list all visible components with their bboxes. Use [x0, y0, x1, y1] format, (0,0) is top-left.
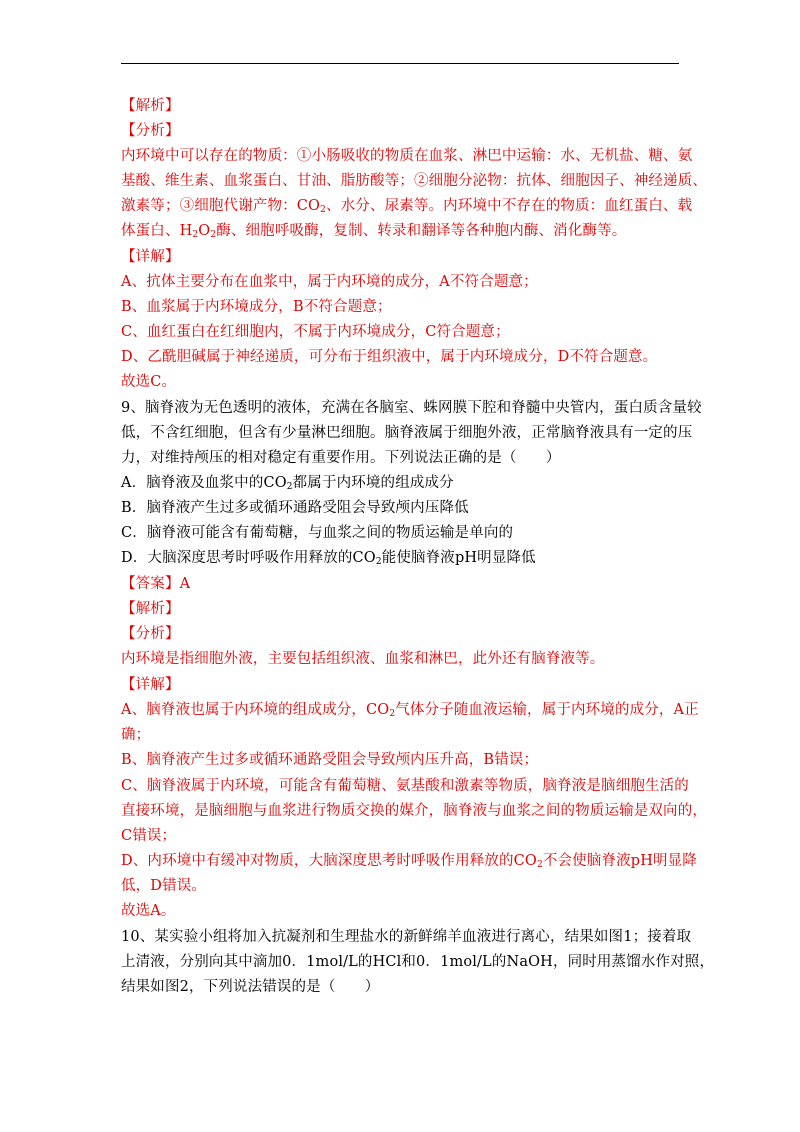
q9-stem-line-1: 9、脑脊液为无色透明的液体，充满在各脑室、蛛网膜下腔和脊髓中央管内，蛋白质含量较 [121, 400, 702, 416]
q9-stem-line-2: 低，不含红细胞，但含有少量淋巴细胞。脑脊液属于细胞外液，正常脑脊液具有一定的压 [121, 425, 693, 441]
q9-heading-fenxi: 【分析】 [121, 626, 180, 642]
conclusion: 故选C。 [121, 374, 177, 390]
q9-stem-line-3: 力，对维持颅压的相对稳定有重要作用。下列说法正确的是（ ） [121, 450, 561, 466]
q10-stem-line-1: 10、某实验小组将加入抗凝剂和生理盐水的新鲜绵羊血液进行离心，结果如图1；接着取 [121, 929, 692, 945]
q9-detail-c-3: C错误； [121, 828, 177, 844]
heading-fenxi: 【分析】 [121, 123, 180, 139]
q9-analysis: 内环境是指细胞外液，主要包括组织液、血浆和淋巴，此外还有脑脊液等。 [121, 651, 605, 667]
heading-jiexi: 【解析】 [121, 98, 180, 114]
detail-a: A、抗体主要分布在血浆中，属于内环境的成分，A不符合题意； [121, 274, 538, 290]
q9-detail-b: B、脑脊液产生过多或循环通路受阻会导致颅内压升高，B错误； [121, 752, 539, 768]
detail-d: D、乙酰胆碱属于神经递质，可分布于组织液中，属于内环境成分，D不符合题意。 [121, 349, 658, 365]
analysis-line-1: 内环境中可以存在的物质：①小肠吸收的物质在血浆、淋巴中运输：水、无机盐、糖、氨 [121, 148, 693, 164]
q9-detail-a-1: A、脑脊液也属于内环境的组成成分，$CO_2$气体分子随血液运输，属于内环境的成分，A正 [121, 702, 699, 719]
q9-detail-d-1: D、内环境中有缓冲对物质，大脑深度思考时呼吸作用释放的$CO_2$不会使脑脊液pH明显降 [121, 853, 697, 870]
q9-option-c: C．脑脊液可能含有葡萄糖，与血浆之间的物质运输是单向的 [121, 525, 514, 541]
q9-detail-c-2: 直接环境，是脑细胞与血浆进行物质交换的媒介，脑脊液与血浆之间的物质运输是双向的， [121, 803, 707, 819]
q9-heading-xiangjie: 【详解】 [121, 677, 180, 693]
q9-detail-d-2: 低，D错误。 [121, 878, 207, 894]
q10-stem-line-3: 结果如图2，下列说法错误的是（ ） [121, 979, 380, 995]
heading-xiangjie: 【详解】 [121, 249, 180, 265]
q9-detail-c-1: C、脑脊液属于内环境，可能含有葡萄糖、氨基酸和激素等物质，脑脊液是脑细胞生活的 [121, 778, 689, 794]
analysis-line-2: 基酸、维生素、血浆蛋白、甘油、脂肪酸等；②细胞分泌物：抗体、细胞因子、神经递质、 [121, 173, 707, 189]
detail-b: B、血浆属于内环境成分，B不符合题意； [121, 299, 392, 315]
q9-heading-jiexi: 【解析】 [121, 601, 180, 617]
analysis-line-3: 激素等；③细胞代谢产物：$CO_2$、水分、尿素等。内环境中不存在的物质：血红蛋白、载 [121, 198, 693, 215]
q9-conclusion: 故选A。 [121, 903, 176, 919]
q10-stem-line-2: 上清液，分别向其中滴加0．1mol/L的HCl和0．1mol/L的NaOH，同时用蒸馏水作对照， [121, 954, 715, 970]
detail-c: C、血红蛋白在红细胞内，不属于内环境成分，C符合题意； [121, 324, 510, 340]
q9-option-a: A．脑脊液及血浆中的$CO_2$都属于内环境的组成成分 [121, 475, 454, 492]
q9-detail-a-2: 确； [121, 727, 151, 743]
q9-answer: 【答案】A [121, 576, 191, 592]
analysis-line-4: 体蛋白、$H_2O_2$酶、细胞呼吸酶，复制、转录和翻译等各种胞内酶、消化酶等。 [121, 223, 627, 240]
header-rule [121, 63, 679, 64]
q9-option-b: B．脑脊液产生过多或循环通路受阻会导致颅内压降低 [121, 500, 469, 516]
q9-option-d: D．大脑深度思考时呼吸作用释放的$CO_2$能使脑脊液pH明显降低 [121, 550, 536, 567]
